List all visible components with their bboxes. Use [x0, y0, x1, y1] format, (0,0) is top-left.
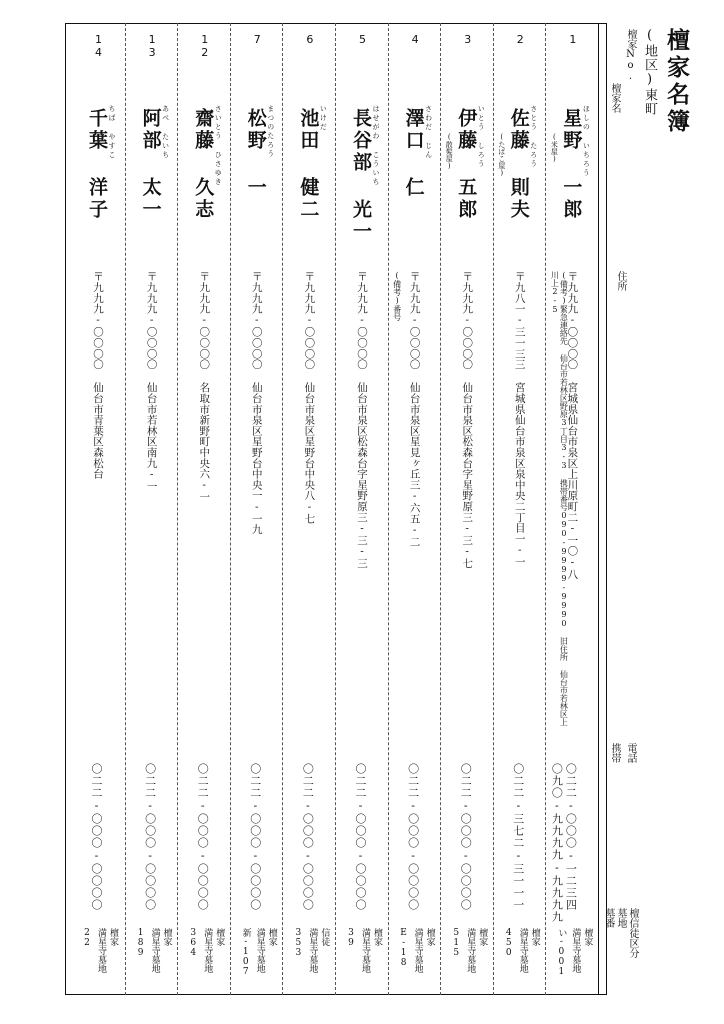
name-furigana: さとう たろう	[529, 105, 538, 169]
grave-number: 22	[82, 928, 92, 948]
table-row	[177, 23, 230, 995]
category: 信徒	[319, 928, 330, 946]
householder-name: 池田 健二	[297, 108, 320, 221]
cemetery-name: 満星寺墓地	[96, 928, 106, 973]
cemetery-name: 満星寺墓地	[412, 928, 423, 973]
table-row	[493, 23, 546, 995]
address: 〒九九九-〇〇〇〇 仙台市若林区南九-一	[145, 271, 158, 492]
row-number: 1	[566, 33, 580, 46]
name-furigana: まつのたろう	[266, 105, 275, 159]
row-number: 14	[92, 33, 105, 59]
cemetery-name: 満星寺墓地	[149, 928, 160, 973]
householder-name: 阿部 太一	[139, 108, 162, 221]
row-number: 6	[303, 33, 317, 46]
table-row	[388, 23, 441, 995]
header-category: 檀信徒区分	[627, 908, 638, 958]
grave-number: 515	[451, 928, 462, 958]
name-furigana: さいとう ひさゆき	[214, 105, 223, 187]
householder-name: 松野 一	[244, 108, 267, 199]
address: 〒九九九-〇〇〇〇 仙台市青葉区森松台	[92, 271, 104, 480]
table-row	[545, 23, 598, 995]
row-number: 13	[145, 33, 159, 59]
category: 檀家	[108, 928, 118, 946]
cemetery-name: 満星寺墓地	[360, 928, 370, 973]
phone-number: 〇二二-〇〇〇-〇〇〇〇	[459, 763, 473, 911]
category: 檀家	[372, 928, 382, 946]
phone-number: 〇二二-〇〇〇-〇〇〇〇	[90, 763, 103, 911]
category: 檀家	[582, 928, 593, 946]
category: 檀家	[161, 928, 172, 946]
cemetery-name: 満星寺墓地	[202, 928, 213, 973]
name-furigana: さわだ じん	[424, 105, 433, 160]
header-column	[598, 23, 640, 995]
table-row	[335, 23, 388, 995]
name-furigana: ちば やすこ	[108, 105, 116, 160]
district-label: (地区)東町	[642, 28, 657, 116]
table-row	[125, 23, 178, 995]
grave-number: 189	[135, 928, 146, 958]
address: 〒九九九-〇〇〇〇 仙台市泉区星野台中央一-一九	[250, 271, 263, 535]
phone-number: 〇二二-〇〇〇-〇〇〇〇	[248, 763, 262, 911]
cemetery-name: 満星寺墓地	[465, 928, 476, 973]
householder-name: 佐藤 則夫	[507, 108, 530, 221]
householder-name: 澤口 仁	[402, 108, 425, 199]
name-furigana: はせがわ こういち	[372, 105, 380, 187]
address-note: (備考)番号	[392, 271, 402, 321]
grave-number: 39	[346, 928, 356, 948]
address: 〒九九九-〇〇〇〇 仙台市泉区松森台字星野原三-三-三	[356, 271, 368, 569]
category: 檀家	[529, 928, 540, 946]
phone-number: 〇二二-〇〇〇-一二三四	[564, 763, 578, 911]
category: 檀家	[214, 928, 225, 946]
mobile-number: 〇九〇-九九九九-九九九九	[550, 763, 564, 923]
address: 〒九九九-〇〇〇〇 仙台市泉区松森台字星野原三-三-七	[461, 271, 474, 569]
phone-number: 〇二二-三七二-三一一一	[511, 763, 525, 911]
cemetery-name: 満星寺墓地	[254, 928, 265, 973]
page-title: 檀家名簿	[663, 28, 690, 136]
header-address: 住所	[615, 271, 626, 291]
householder-name: 星野 一郎	[560, 108, 583, 221]
row-number: 2	[513, 33, 527, 46]
header-no: 檀家No.	[625, 29, 636, 82]
address: 〒九九九-〇〇〇〇 仙台市泉区星見ヶ丘三-六五-二	[408, 271, 421, 547]
yago-label: (米屋)	[550, 133, 559, 163]
grave-number: 450	[503, 928, 514, 958]
householder-name: 千葉 洋子	[86, 108, 108, 221]
address: 〒九九九-〇〇〇〇 名取市新野町中央六-一	[198, 271, 211, 503]
table-row	[72, 23, 125, 995]
phone-number: 〇二二-〇〇〇-〇〇〇〇	[406, 763, 420, 911]
householder-name: 長谷部 光一	[350, 108, 372, 243]
category: 檀家	[477, 928, 488, 946]
yago-label: (散髪屋)	[445, 133, 454, 170]
header-grave-no: 墓番	[603, 908, 614, 928]
table-row	[282, 23, 335, 995]
cemetery-name: 満星寺墓地	[517, 928, 528, 973]
header-cemetery: 墓地	[615, 908, 626, 928]
header-phone: 電話	[625, 743, 636, 763]
grave-number: E-18	[398, 928, 409, 968]
phone-number: 〇二二-〇〇〇-〇〇〇〇	[354, 763, 367, 911]
grave-number: 364	[188, 928, 199, 958]
name-furigana: いけだ	[319, 105, 328, 132]
category: 檀家	[424, 928, 435, 946]
grave-number: い-001	[556, 928, 567, 977]
header-mobile: 携帯	[609, 743, 620, 763]
address: 〒九九九-〇〇〇〇 宮城県仙台市泉区上川原町二-一〇-八	[566, 271, 579, 580]
table-row	[230, 23, 283, 995]
address: 〒九八一-三一三三 宮城県仙台市泉区泉中央二丁目一-一	[513, 271, 526, 568]
name-furigana: ほしの いちろう	[582, 105, 591, 178]
row-number: 5	[356, 33, 369, 46]
row-number: 4	[408, 33, 422, 46]
phone-number: 〇二二-〇〇〇-〇〇〇〇	[143, 763, 157, 911]
header-name: 檀家名	[609, 83, 620, 113]
category: 檀家	[266, 928, 277, 946]
row-number: 12	[198, 33, 212, 59]
address: 〒九九九-〇〇〇〇 仙台市泉区星野台中央八-七	[303, 271, 316, 524]
name-furigana: いとう しろう	[477, 105, 486, 169]
row-number: 7	[250, 33, 264, 46]
name-furigana: あべ たいち	[161, 105, 170, 160]
grave-number: 新-107	[240, 928, 251, 977]
grave-number: 353	[293, 928, 304, 958]
householder-name: 齋藤 久志	[192, 108, 215, 221]
phone-number: 〇二二-〇〇〇-〇〇〇〇	[301, 763, 315, 911]
cemetery-name: 満星寺墓地	[307, 928, 318, 973]
address-note: (備考)緊急連絡先 仙台市若林区野原3丁目3-3 携帯番号090-9999-9990 旧住所 仙台市若林区上川上2-5	[550, 271, 569, 726]
row-number: 3	[461, 33, 475, 46]
cemetery-name: 満星寺墓地	[570, 928, 581, 973]
yago-label: (たばこ屋)	[497, 133, 506, 177]
householder-name: 伊藤 五郎	[455, 108, 478, 221]
phone-number: 〇二二-〇〇〇-〇〇〇〇	[196, 763, 210, 911]
table-row	[440, 23, 493, 995]
